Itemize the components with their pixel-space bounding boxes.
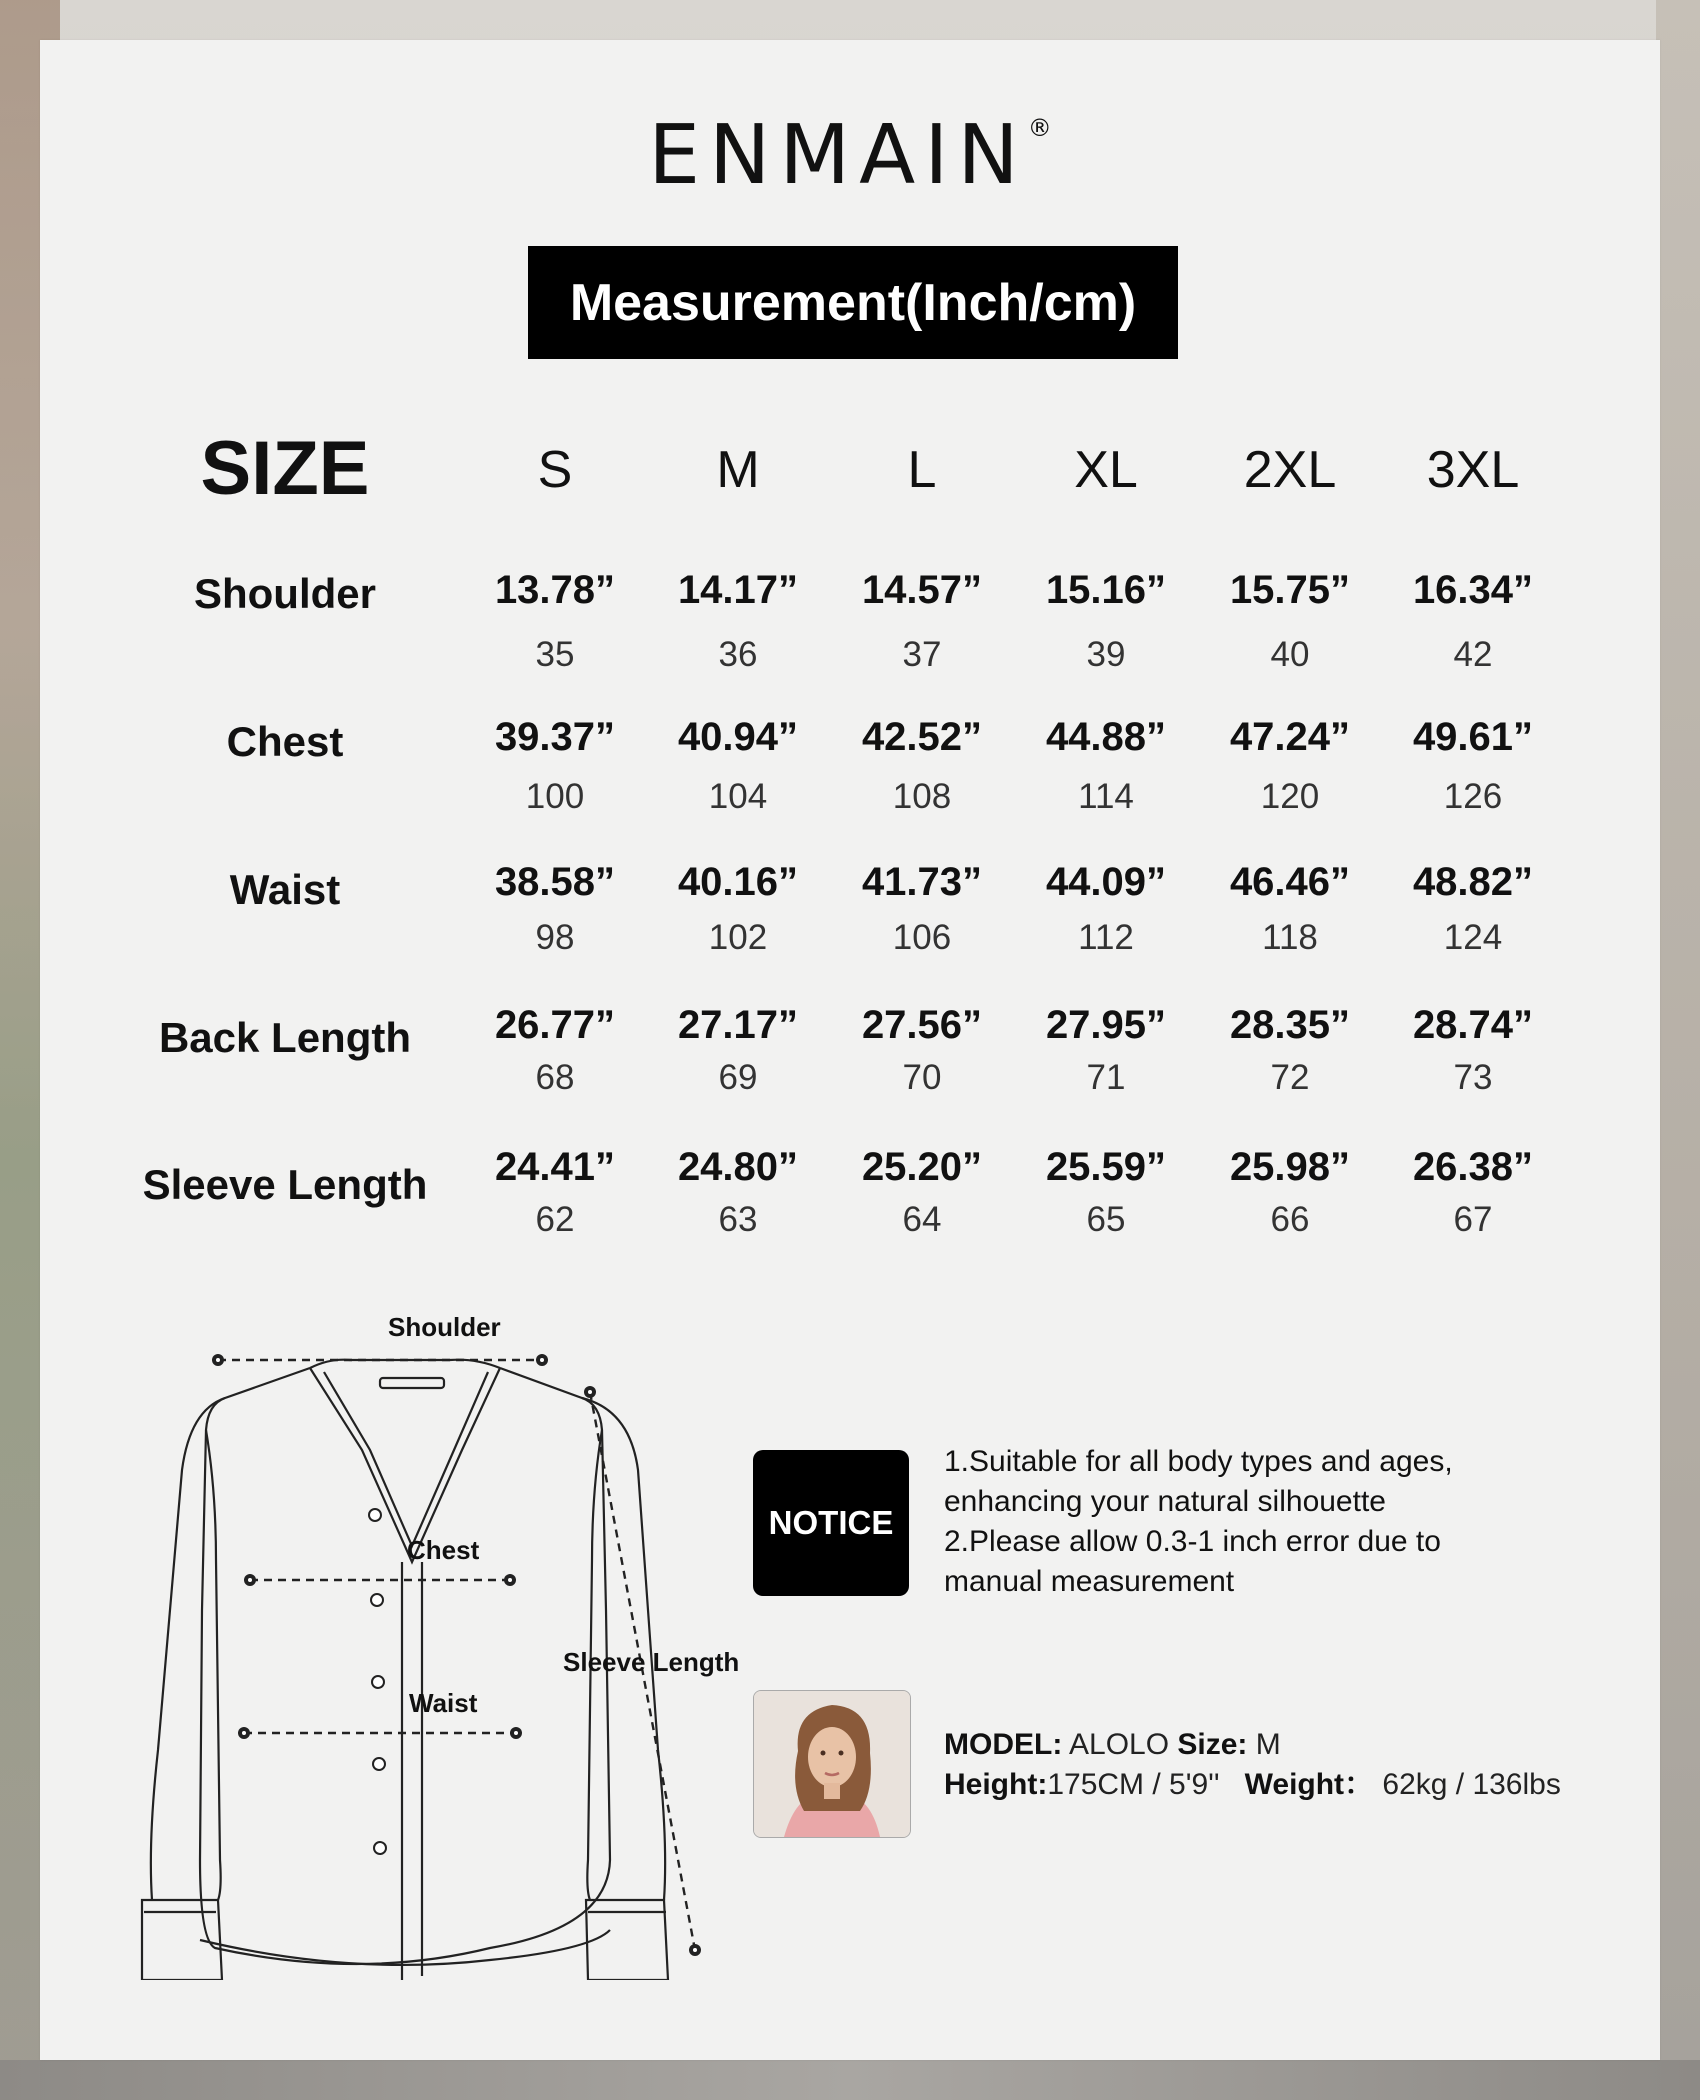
background-right bbox=[1656, 0, 1700, 2100]
inch-value: 44.09” bbox=[1045, 860, 1167, 904]
row-label-back-length: Back Length bbox=[158, 1014, 412, 1061]
cm-value: 118 bbox=[1262, 918, 1318, 957]
cm-value: 36 bbox=[718, 635, 758, 674]
inch-value: 38.58” bbox=[494, 860, 616, 904]
inch-value: 15.16” bbox=[1045, 568, 1167, 612]
cm-value: 108 bbox=[892, 777, 952, 816]
inch-value: 15.75” bbox=[1229, 568, 1351, 612]
inch-value: 46.46” bbox=[1229, 860, 1351, 904]
inch-value: 40.94” bbox=[677, 715, 799, 759]
height-value: 175CM / 5'9'' bbox=[1047, 1768, 1220, 1801]
row-label-waist: Waist bbox=[229, 866, 341, 913]
cm-value: 124 bbox=[1443, 918, 1503, 957]
size-header-s: S bbox=[537, 441, 573, 499]
size-value: M bbox=[1247, 1728, 1281, 1761]
brand-logo bbox=[0, 108, 1700, 203]
cm-value: 62 bbox=[535, 1200, 575, 1239]
inch-value: 40.16” bbox=[677, 860, 799, 904]
inch-value: 42.52” bbox=[861, 715, 983, 759]
diagram-waist-label: Waist bbox=[409, 1688, 478, 1718]
inch-value: 47.24” bbox=[1229, 715, 1351, 759]
brand-name: ENMAIN bbox=[648, 108, 1028, 203]
size-key: Size: bbox=[1177, 1728, 1248, 1761]
inch-value: 48.82” bbox=[1412, 860, 1534, 904]
shirt-diagram bbox=[130, 1300, 780, 1980]
weight-key: Weight： bbox=[1244, 1768, 1375, 1801]
diagram-sleeve-label: Sleeve Length bbox=[563, 1647, 740, 1677]
notice-text bbox=[944, 1442, 1564, 1602]
row-label-sleeve-length: Sleeve Length bbox=[142, 1161, 428, 1208]
cm-value: 71 bbox=[1086, 1058, 1126, 1097]
inch-value: 27.17” bbox=[677, 1003, 799, 1047]
inch-value: 14.17” bbox=[677, 568, 799, 612]
cm-value: 35 bbox=[535, 635, 575, 674]
inch-value: 39.37” bbox=[494, 715, 616, 759]
inch-value: 24.80” bbox=[677, 1145, 799, 1189]
model-name: ALOLO bbox=[1062, 1728, 1178, 1761]
cm-value: 72 bbox=[1270, 1058, 1310, 1097]
size-corner-label: SIZE bbox=[200, 426, 370, 511]
cm-value: 37 bbox=[902, 635, 942, 674]
inch-value: 28.35” bbox=[1229, 1003, 1351, 1047]
cm-value: 73 bbox=[1453, 1058, 1493, 1097]
size-header-m: M bbox=[716, 441, 760, 499]
inch-value: 44.88” bbox=[1045, 715, 1167, 759]
inch-value: 16.34” bbox=[1412, 568, 1534, 612]
diagram-chest-label: Chest bbox=[407, 1535, 480, 1565]
inch-value: 25.59” bbox=[1045, 1145, 1167, 1189]
measurement-title: Measurement(Inch/cm) bbox=[528, 246, 1178, 359]
cm-value: 112 bbox=[1078, 918, 1134, 957]
notice-line: 1.Suitable for all body types and ages, bbox=[944, 1445, 1453, 1478]
cm-value: 63 bbox=[718, 1200, 758, 1239]
size-header-xl: XL bbox=[1074, 441, 1138, 499]
cm-value: 67 bbox=[1453, 1200, 1493, 1239]
cm-value: 64 bbox=[902, 1200, 942, 1239]
size-header-l: L bbox=[907, 441, 937, 499]
inch-value: 27.56” bbox=[861, 1003, 983, 1047]
cm-value: 120 bbox=[1260, 777, 1320, 816]
shirt-buttons bbox=[369, 1509, 386, 1854]
notice-line: manual measurement bbox=[944, 1565, 1235, 1598]
inch-value: 26.77” bbox=[494, 1003, 616, 1047]
cm-value: 65 bbox=[1086, 1200, 1126, 1239]
inch-value: 26.38” bbox=[1412, 1145, 1534, 1189]
cm-value: 102 bbox=[708, 918, 768, 957]
background-bottom bbox=[0, 2060, 1700, 2100]
diagram-shoulder-label: Shoulder bbox=[388, 1312, 501, 1342]
height-key: Height: bbox=[944, 1768, 1048, 1801]
cm-value: 68 bbox=[535, 1058, 575, 1097]
row-label-shoulder: Shoulder bbox=[193, 570, 376, 617]
cm-value: 69 bbox=[718, 1058, 758, 1097]
cm-value: 66 bbox=[1270, 1200, 1310, 1239]
inch-value: 28.74” bbox=[1412, 1003, 1534, 1047]
size-header-3xl: 3XL bbox=[1426, 441, 1520, 499]
inch-value: 14.57” bbox=[861, 568, 983, 612]
cm-value: 70 bbox=[902, 1058, 942, 1097]
inch-value: 25.20” bbox=[861, 1145, 983, 1189]
cm-value: 100 bbox=[525, 777, 585, 816]
notice-line: 2.Please allow 0.3-1 inch error due to bbox=[944, 1525, 1441, 1558]
cm-value: 114 bbox=[1078, 777, 1134, 816]
inch-value: 27.95” bbox=[1045, 1003, 1167, 1047]
row-label-chest: Chest bbox=[226, 718, 344, 765]
cm-value: 98 bbox=[535, 918, 575, 957]
model-key: MODEL: bbox=[944, 1728, 1063, 1761]
cm-value: 42 bbox=[1453, 635, 1493, 674]
cm-value: 106 bbox=[892, 918, 952, 957]
inch-value: 41.73” bbox=[861, 860, 983, 904]
inch-value: 13.78” bbox=[494, 568, 616, 612]
notice-line: enhancing your natural silhouette bbox=[944, 1485, 1386, 1518]
cm-value: 104 bbox=[708, 777, 768, 816]
inch-value: 25.98” bbox=[1229, 1145, 1351, 1189]
model-portrait-image bbox=[754, 1691, 910, 1837]
inch-value: 49.61” bbox=[1412, 715, 1534, 759]
cm-value: 126 bbox=[1443, 777, 1503, 816]
registered-mark: ® bbox=[1027, 114, 1052, 142]
model-photo bbox=[753, 1690, 911, 1838]
cm-value: 40 bbox=[1270, 635, 1310, 674]
model-info bbox=[944, 1725, 1561, 1805]
cm-value: 39 bbox=[1086, 635, 1126, 674]
inch-value: 24.41” bbox=[494, 1145, 616, 1189]
size-header-2xl: 2XL bbox=[1243, 441, 1337, 499]
model-line-1 bbox=[944, 1725, 1561, 1765]
model-line-2 bbox=[944, 1765, 1561, 1805]
notice-badge: NOTICE bbox=[753, 1450, 909, 1596]
weight-value: 62kg / 136lbs bbox=[1374, 1768, 1561, 1801]
